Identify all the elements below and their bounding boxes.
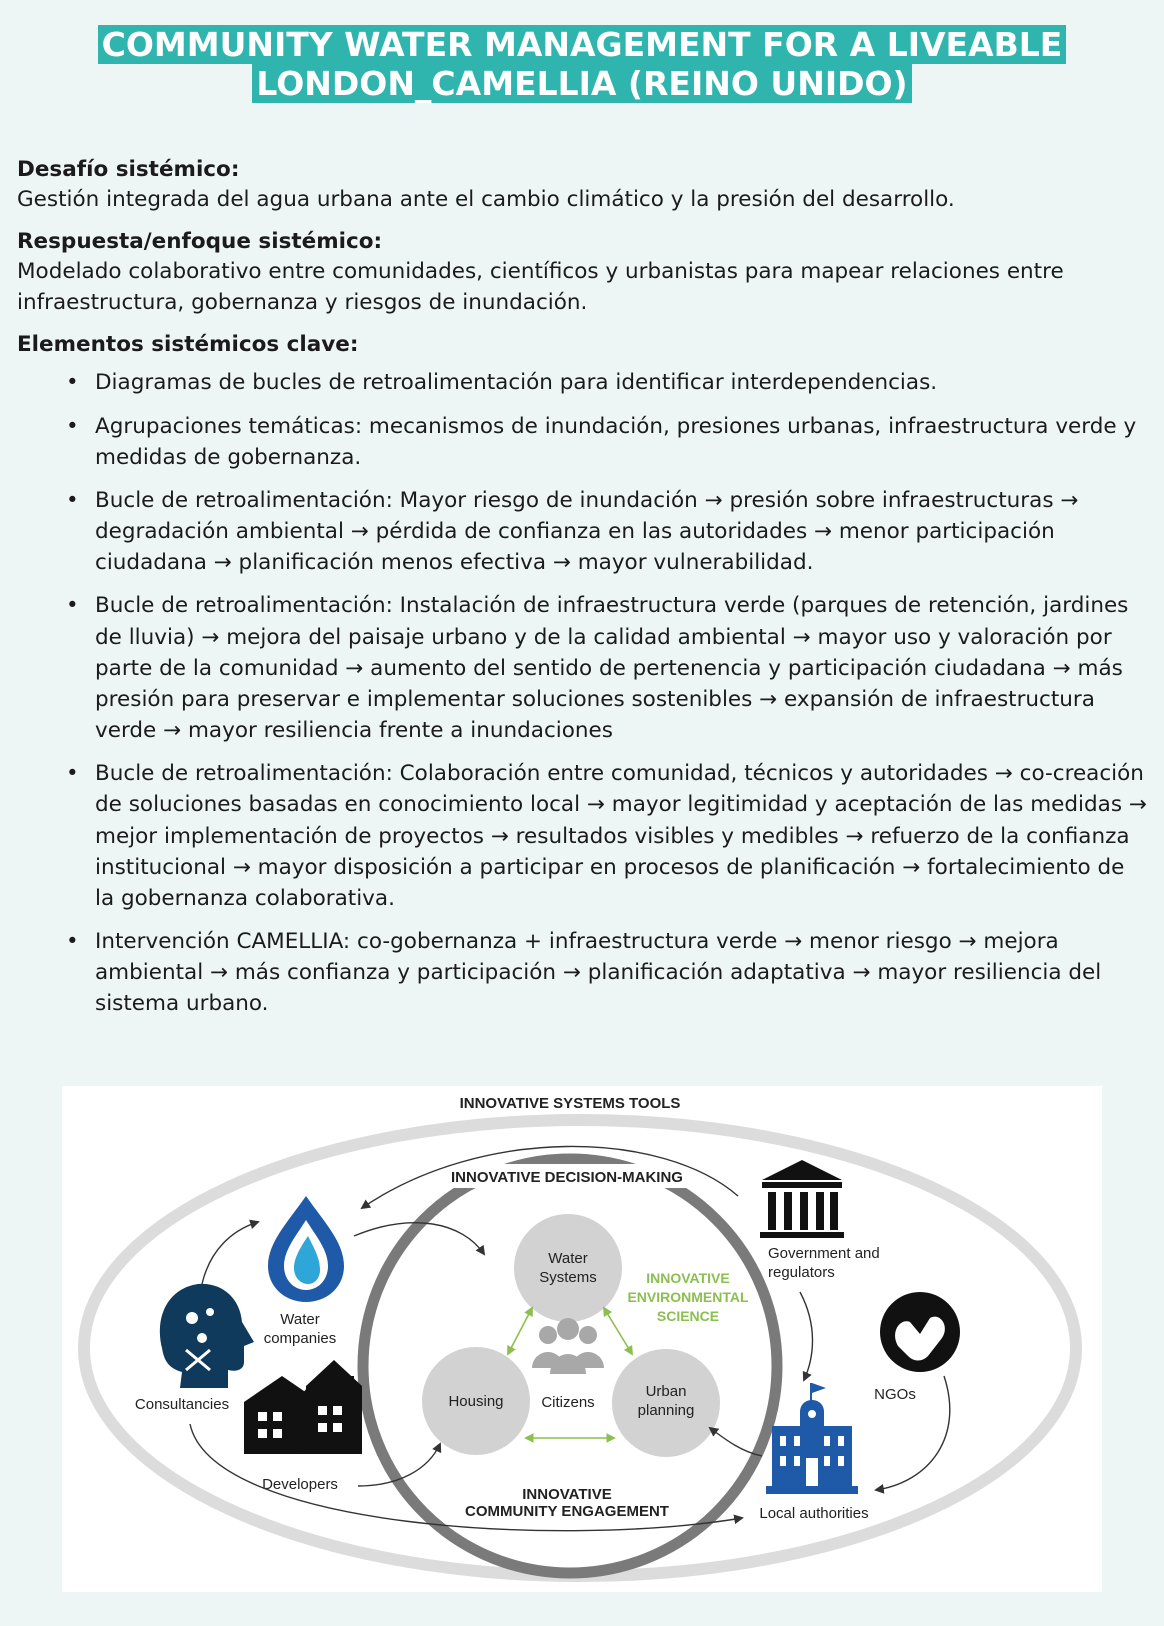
ring-bottom-label-2: COMMUNITY ENGAGEMENT — [465, 1503, 669, 1520]
list-item: • Bucle de retroalimentación: Mayor riesgo de inundación → presión sobre infraestructuras → degradación ambiental → pérdida de confianza en las autoridades → menor participación ciudadana → planificación menos efectiva → mayor vulnerabilidad. — [95, 485, 1147, 579]
green-arrow-ws-urban — [604, 1308, 632, 1354]
challenge-heading: Desafío sistémico: — [17, 157, 240, 182]
list-item: • Diagramas de bucles de retroalimentación para identificar interdependencias. — [95, 367, 1147, 398]
list-item: • Bucle de retroalimentación: Instalación de infraestructura verde (parques de retención, jardines de lluvia) → mejora del paisaje urbano y de la calidad ambiental → mayor uso y valoración por parte de la comunidad → aumento del sentido de pertenencia y participación ciudadana → más presión para preservar e implementar soluciones sostenibles → expansión de infraestructura verde → mayor resiliencia frente a inundaciones — [95, 590, 1147, 746]
response-text: Modelado colaborativo entre comunidades, científicos y urbanistas para mapear relaciones entre infraestructura, gobernanza y riesgos de inundación. — [17, 259, 1064, 316]
challenge-text: Gestión integrada del agua urbana ante el cambio climático y la presión del desarrollo. — [17, 186, 955, 212]
government-building-icon — [760, 1160, 844, 1238]
consultancies-label: Consultancies — [134, 1396, 230, 1413]
houses-icon — [244, 1360, 362, 1454]
citizens-label: Citizens — [541, 1394, 595, 1411]
list-item: • Bucle de retroalimentación: Colaboración entre comunidad, técnicos y autoridades → co-creación de soluciones basadas en conocimiento local → mayor legitimidad y aceptación de las medidas → mejor implementación de proyectos → resultados visibles y medibles → refuerzo de la confianza institucional → mayor disposición a participar en procesos de planificación → fortalecimiento de la gobernanza colaborativa. — [95, 758, 1147, 914]
developers-label: Developers — [262, 1476, 338, 1493]
science-label-1: INNOVATIVE — [646, 1270, 730, 1286]
housing-label: Housing — [448, 1393, 504, 1410]
citizens-icon — [532, 1318, 604, 1374]
water-companies-label-2: companies — [263, 1330, 337, 1347]
list-item: • Agrupaciones temáticas: mecanismos de inundación, presiones urbanas, infraestructura verde y medidas de gobernanza. — [95, 411, 1147, 473]
urban-planning-label-1: Urban — [645, 1383, 687, 1400]
elements-heading: Elementos sistémicos clave: — [17, 332, 359, 358]
water-systems-circle — [514, 1214, 622, 1322]
elements-list — [17, 367, 1147, 1019]
water-companies-label-1: Water — [280, 1311, 320, 1328]
government-label-1: Government and — [768, 1245, 880, 1262]
water-systems-label-2: Systems — [539, 1269, 597, 1286]
response-heading: Respuesta/enfoque sistémico: — [17, 229, 383, 255]
green-arrow-ws-housing — [508, 1308, 532, 1354]
stakeholder-diagram — [62, 1086, 1102, 1592]
water-drop-icon — [268, 1196, 344, 1302]
arrow-gov-to-local — [800, 1292, 813, 1380]
urban-planning-label-2: planning — [637, 1402, 695, 1419]
ngos-label: NGOs — [874, 1386, 916, 1403]
title-line-1: COMMUNITY WATER MANAGEMENT FOR A LIVEABLE — [98, 25, 1067, 64]
science-label-2: ENVIRONMENTAL — [627, 1289, 749, 1305]
list-item: • Intervención CAMELLIA: co-gobernanza + infraestructura verde → menor riesgo → mejora ambiental → más confianza y participación → planificación adaptativa → mayor resiliencia del sistema urbano. — [95, 926, 1147, 1020]
ring-bottom-label-1: INNOVATIVE — [522, 1486, 612, 1503]
local-authorities-label: Local authorities — [759, 1505, 869, 1522]
content — [17, 156, 1147, 1032]
arrow-consult-to-water — [202, 1222, 258, 1284]
government-label-2: regulators — [768, 1264, 835, 1281]
consultant-head-icon — [160, 1284, 254, 1388]
ring-top-label: INNOVATIVE DECISION-MAKING — [451, 1169, 683, 1186]
arrow-dev-to-ring — [358, 1444, 440, 1486]
science-label-3: SCIENCE — [656, 1308, 720, 1324]
page-title — [0, 26, 1164, 104]
outer-label: INNOVATIVE SYSTEMS TOOLS — [459, 1095, 681, 1112]
title-line-2: LONDON_CAMELLIA (REINO UNIDO) — [252, 64, 911, 103]
water-systems-label-1: Water — [548, 1250, 588, 1267]
